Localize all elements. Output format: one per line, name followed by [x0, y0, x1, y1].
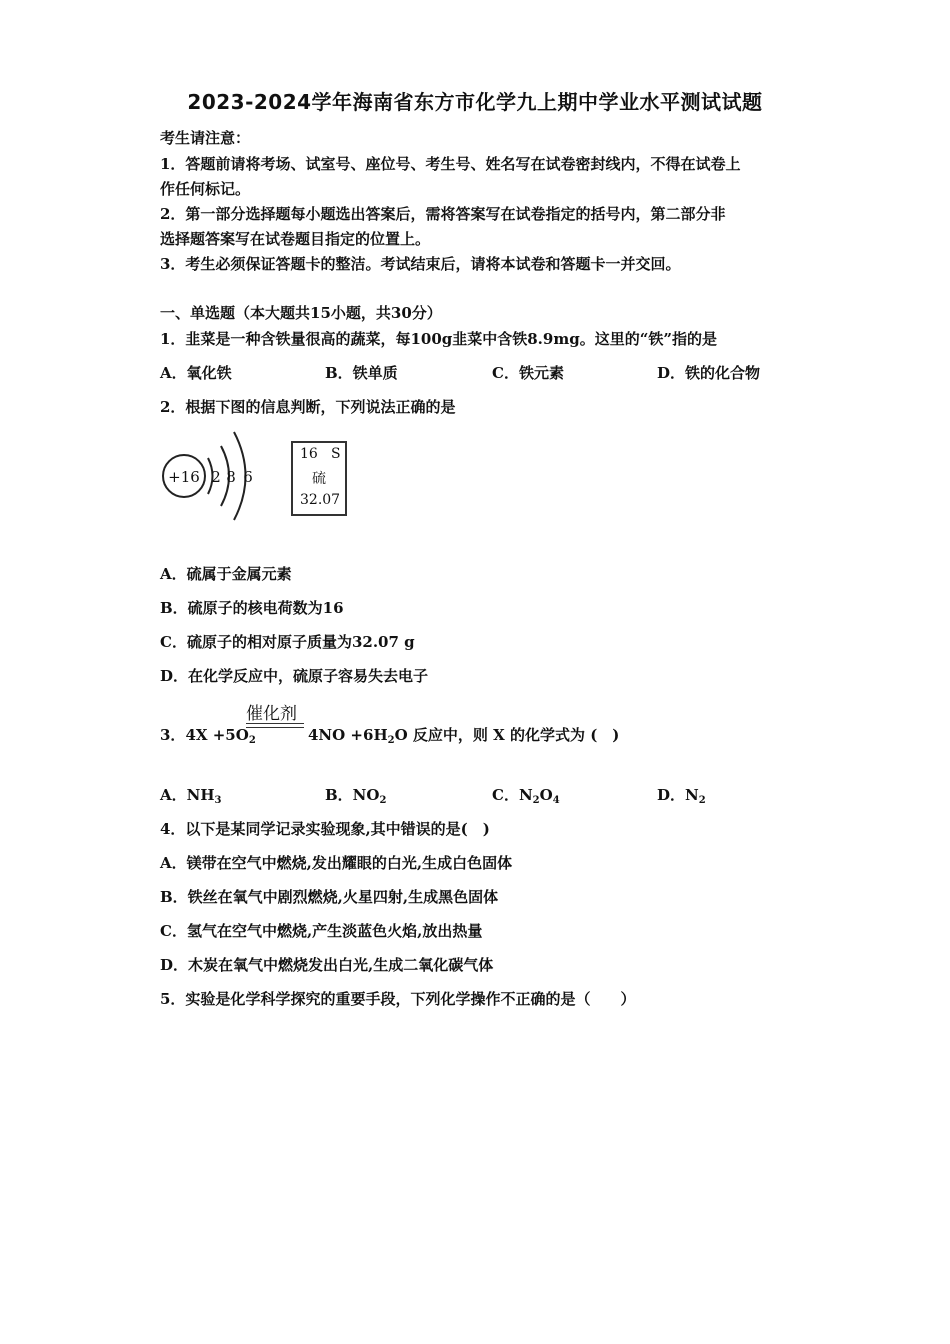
- q3-stem-left: [160, 724, 256, 746]
- q3-option-a: A．$NH_3$: [160, 786, 222, 806]
- q3-o2-subscript: 2: [248, 735, 256, 746]
- q2-option-d: D．在化学反应中，硫原子容易失去电子: [160, 667, 429, 685]
- element-symbol: S: [331, 446, 341, 462]
- q3-h2o-subscript: 2: [387, 735, 395, 746]
- q1-option-a: A．氧化铁: [160, 364, 232, 382]
- notice-heading: 考生请注意：: [160, 129, 251, 147]
- q2-stem: 2．根据下图的信息判断，下列说法正确的是: [160, 398, 456, 416]
- atomic-number: 16: [300, 446, 318, 462]
- shell-1-electrons: 2: [211, 468, 221, 486]
- sulfur-atom-structure-diagram: [155, 424, 265, 524]
- q3-option-b: B．$NO_2$: [325, 786, 387, 806]
- q3-products: 4NO +6H: [308, 726, 388, 744]
- section-heading: 一、单选题（本大题共15小题，共30分）: [160, 304, 442, 322]
- q3-stem-right: [308, 724, 619, 746]
- page-title: 2023-2024学年海南省东方市化学九上期中学业水平测试试题: [187, 90, 763, 114]
- notice-item-1-line-1: 1．答题前请将考场、试室号、座位号、考生号、姓名写在试卷密封线内，不得在试卷上: [160, 155, 741, 173]
- nucleus-charge-label: +16: [168, 468, 200, 486]
- q3-question-text: O 反应中，则 X 的化学式为 ( ): [394, 726, 620, 744]
- q1-option-c: C．铁元素: [492, 364, 564, 382]
- element-name: 硫: [312, 471, 326, 487]
- q3-option-c: C．$N_2O_4$: [492, 786, 560, 806]
- q3-option-d: D．$N_2$: [657, 786, 706, 806]
- q2-option-c: C．硫原子的相对原子质量为32.07 g: [160, 633, 415, 651]
- q3-reactants: 4X +5O: [185, 726, 249, 744]
- q3-number: 3．: [160, 726, 186, 744]
- catalyst-label: 催化剂: [246, 704, 297, 724]
- notice-item-2-line-2: 选择题答案写在试卷题目指定的位置上。: [160, 230, 431, 248]
- notice-item-1-line-2: 作任何标记。: [160, 180, 251, 198]
- periodic-table-cell: [291, 441, 347, 516]
- shell-3-electrons: 6: [243, 468, 253, 486]
- q4-option-c: C．氢气在空气中燃烧,产生淡蓝色火焰,放出热量: [160, 922, 483, 940]
- notice-item-2-line-1: 2．第一部分选择题每小题选出答案后，需将答案写在试卷指定的括号内，第二部分非: [160, 205, 726, 223]
- q2-option-a: A．硫属于金属元素: [160, 565, 292, 583]
- q1-option-d: D．铁的化合物: [657, 364, 761, 382]
- q5-stem: 5．实验是化学科学探究的重要手段，下列化学操作不正确的是（ ）: [160, 990, 636, 1008]
- notice-item-3: 3．考生必须保证答题卡的整洁。考试结束后，请将本试卷和答题卡一并交回。: [160, 255, 681, 273]
- q4-option-d: D．木炭在氧气中燃烧发出白光,生成二氧化碳气体: [160, 956, 494, 974]
- q2-option-b: B．硫原子的核电荷数为16: [160, 599, 344, 617]
- atomic-mass: 32.07: [300, 492, 341, 508]
- q1-option-b: B．铁单质: [325, 364, 398, 382]
- q4-stem: 4．以下是某同学记录实验现象,其中错误的是( ): [160, 820, 490, 838]
- q1-stem: 1．韭菜是一种含铁量很高的蔬菜，每100g韭菜中含铁8.9mg。这里的“铁”指的是: [160, 330, 717, 348]
- q4-option-b: B．铁丝在氧气中剧烈燃烧,火星四射,生成黑色固体: [160, 888, 499, 906]
- shell-2-electrons: 8: [226, 468, 236, 486]
- q4-option-a: A．镁带在空气中燃烧,发出耀眼的白光,生成白色固体: [160, 854, 513, 872]
